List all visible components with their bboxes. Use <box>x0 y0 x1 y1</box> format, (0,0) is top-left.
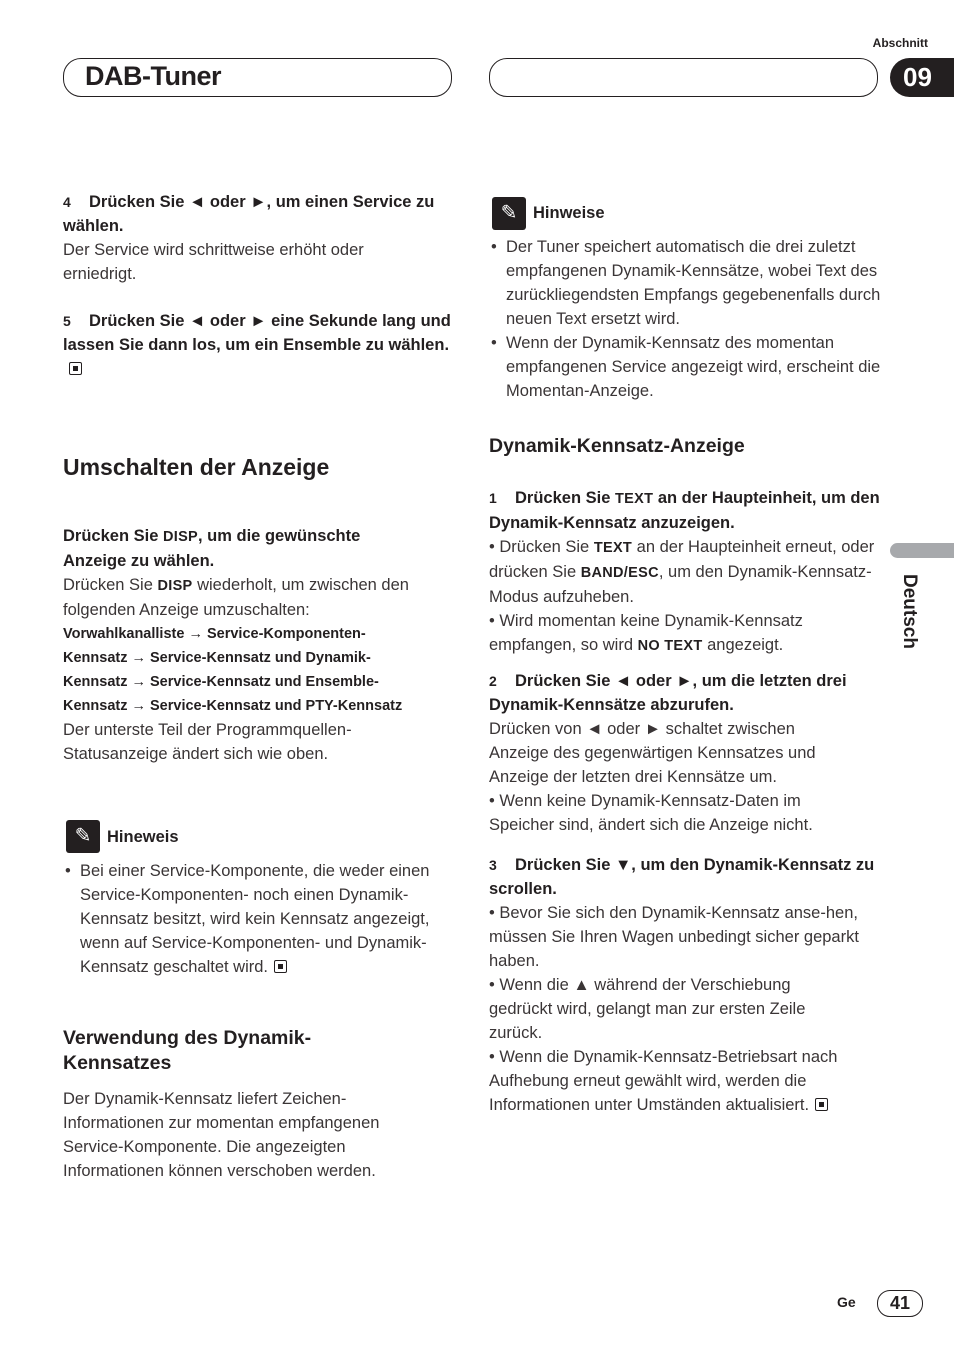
page-title: DAB-Tuner <box>85 61 221 91</box>
note-pencil-icon: ✎ <box>492 197 526 230</box>
step-3 <box>489 853 881 1117</box>
text: Drücken Sie <box>63 576 158 594</box>
note-item: • Der Tuner speichert automatisch die drei zuletzt empfangenen Dynamik-Kennsätze, wobei Text des zurückliegendsten Empfangs gegebenenfalls durch neuen Text ersetzt wird. <box>489 235 881 331</box>
step-heading: Drücken Sie ◄ oder ►, um die letzten drei Dynamik-Kennsätze abzurufen. <box>489 672 847 714</box>
step-bullet: • Wenn die Dynamik-Kennsatz-Betriebsart nach Aufhebung erneut gewählt wird, werden die Informationen unter Umständen aktualisiert. <box>489 1048 838 1114</box>
display-note: Der unterste Teil der Programmquellen-Statusanzeige ändert sich wie oben. <box>63 721 352 763</box>
step-2 <box>489 669 881 837</box>
sub-heading: Verwendung des Dynamik-Kennsatzes <box>63 1027 312 1074</box>
step-1 <box>489 486 881 658</box>
text: an der Haupteinheit, um den Dynamik-Kennsatz anzuzeigen. <box>489 489 880 532</box>
page-number: 41 <box>877 1290 923 1317</box>
step-heading: Drücken Sie ◄ oder ►, um einen Service zu wählen. <box>63 193 435 235</box>
note-title: Hineweis <box>107 828 179 846</box>
language-tab-label: Deutsch <box>899 574 920 649</box>
display-sequence: Vorwahlkanalliste → Service-Komponenten-Kennsatz → Service-Kennsatz und Dynamik-Kennsatz → Service-Kennsatz und Ensemble-Kennsatz → Service-Kennsatz und PTY-Kennsatz <box>63 626 403 714</box>
step-bullet: • Wenn die ▲ während der Verschiebung gedrückt wird, gelangt man zur ersten Zeile zurück. <box>489 976 806 1042</box>
text: , um die gewünschte Anzeige zu wählen. <box>63 527 361 570</box>
disp-key: DISP <box>162 529 199 545</box>
end-mark-icon <box>274 960 287 973</box>
band-esc-key: BAND/ESC <box>580 565 659 581</box>
text: • Drücken Sie <box>489 538 594 556</box>
text: • Wird momentan keine Dynamik-Kennsatz empfangen, so wird <box>489 612 803 654</box>
section-label: Abschnitt <box>872 36 928 50</box>
note-item: Bei einer Service-Komponente, die weder einen Service-Komponenten- noch einen Dynamik-Kennsatz besitzt, wird kein Kennsatz angezeigt, wenn auf Service-Komponenten- und Dynamik-Kennsatz geschaltet wird. <box>80 862 430 976</box>
step-5 <box>63 309 453 381</box>
section-number: 09 <box>890 58 954 97</box>
section-heading: Umschalten der Anzeige <box>63 454 330 480</box>
no-text-label: NO TEXT <box>637 638 703 654</box>
language-tab-bar <box>890 543 954 558</box>
text: , um den Dynamik-Kennsatz-Modus aufzuheben. <box>489 563 872 606</box>
step-bullet: • Bevor Sie sich den Dynamik-Kennsatz anse-hen, müssen Sie Ihren Wagen unbedingt sicher geparkt haben. <box>489 904 859 970</box>
disp-key: DISP <box>157 578 193 594</box>
text: an der Haupteinheit erneut, oder drücken Sie <box>489 538 875 581</box>
text-key: TEXT <box>614 491 654 507</box>
step-body: Drücken von ◄ oder ► schaltet zwischen Anzeige des gegenwärtigen Kennsatzes und Anzeige der letzten drei Kennsätze um. <box>489 720 816 786</box>
step-4 <box>63 190 453 286</box>
step-number: 3 <box>489 857 497 873</box>
section-heading: Dynamik-Kennsatz-Anzeige <box>489 435 745 457</box>
note-pencil-icon: ✎ <box>66 820 100 853</box>
disp-instruction <box>63 524 453 766</box>
step-heading: Drücken Sie ▼, um den Dynamik-Kennsatz zu scrollen. <box>489 856 875 898</box>
note-item: • Wenn der Dynamik-Kennsatz des momentan empfangenen Service angezeigt wird, erscheint die Momentan-Anzeige. <box>489 331 881 403</box>
note-title: Hinweise <box>533 204 605 222</box>
step-body: Der Service wird schrittweise erhöht oder erniedrigt. <box>63 241 364 283</box>
text: Drücken Sie <box>63 527 163 545</box>
text: angezeigt. <box>702 636 784 654</box>
text-key: TEXT <box>593 540 633 556</box>
sub-body: Der Dynamik-Kennsatz liefert Zeichen-Informationen zur momentan empfangenen Service-Komponente. Die angezeigten Informationen können verschoben werden. <box>63 1090 380 1180</box>
note-list <box>489 235 881 403</box>
text: wiederholt, um zwischen den folgenden Anzeige umzuschalten: <box>63 576 409 619</box>
step-number: 2 <box>489 673 497 689</box>
empty-title-frame <box>489 58 878 97</box>
step-number: 5 <box>63 313 71 329</box>
step-heading: Drücken Sie ◄ oder ► eine Sekunde lang und lassen Sie dann los, um ein Ensemble zu wählen. <box>63 312 451 354</box>
step-bullet: • Wenn keine Dynamik-Kennsatz-Daten im Speicher sind, ändert sich die Anzeige nicht. <box>489 792 813 834</box>
step-number: 4 <box>63 194 71 210</box>
step-number: 1 <box>489 490 497 506</box>
end-mark-icon <box>815 1098 828 1111</box>
end-mark-icon <box>69 362 82 375</box>
note-list <box>63 859 453 979</box>
text: Drücken Sie <box>515 489 615 507</box>
language-code: Ge <box>837 1294 856 1310</box>
